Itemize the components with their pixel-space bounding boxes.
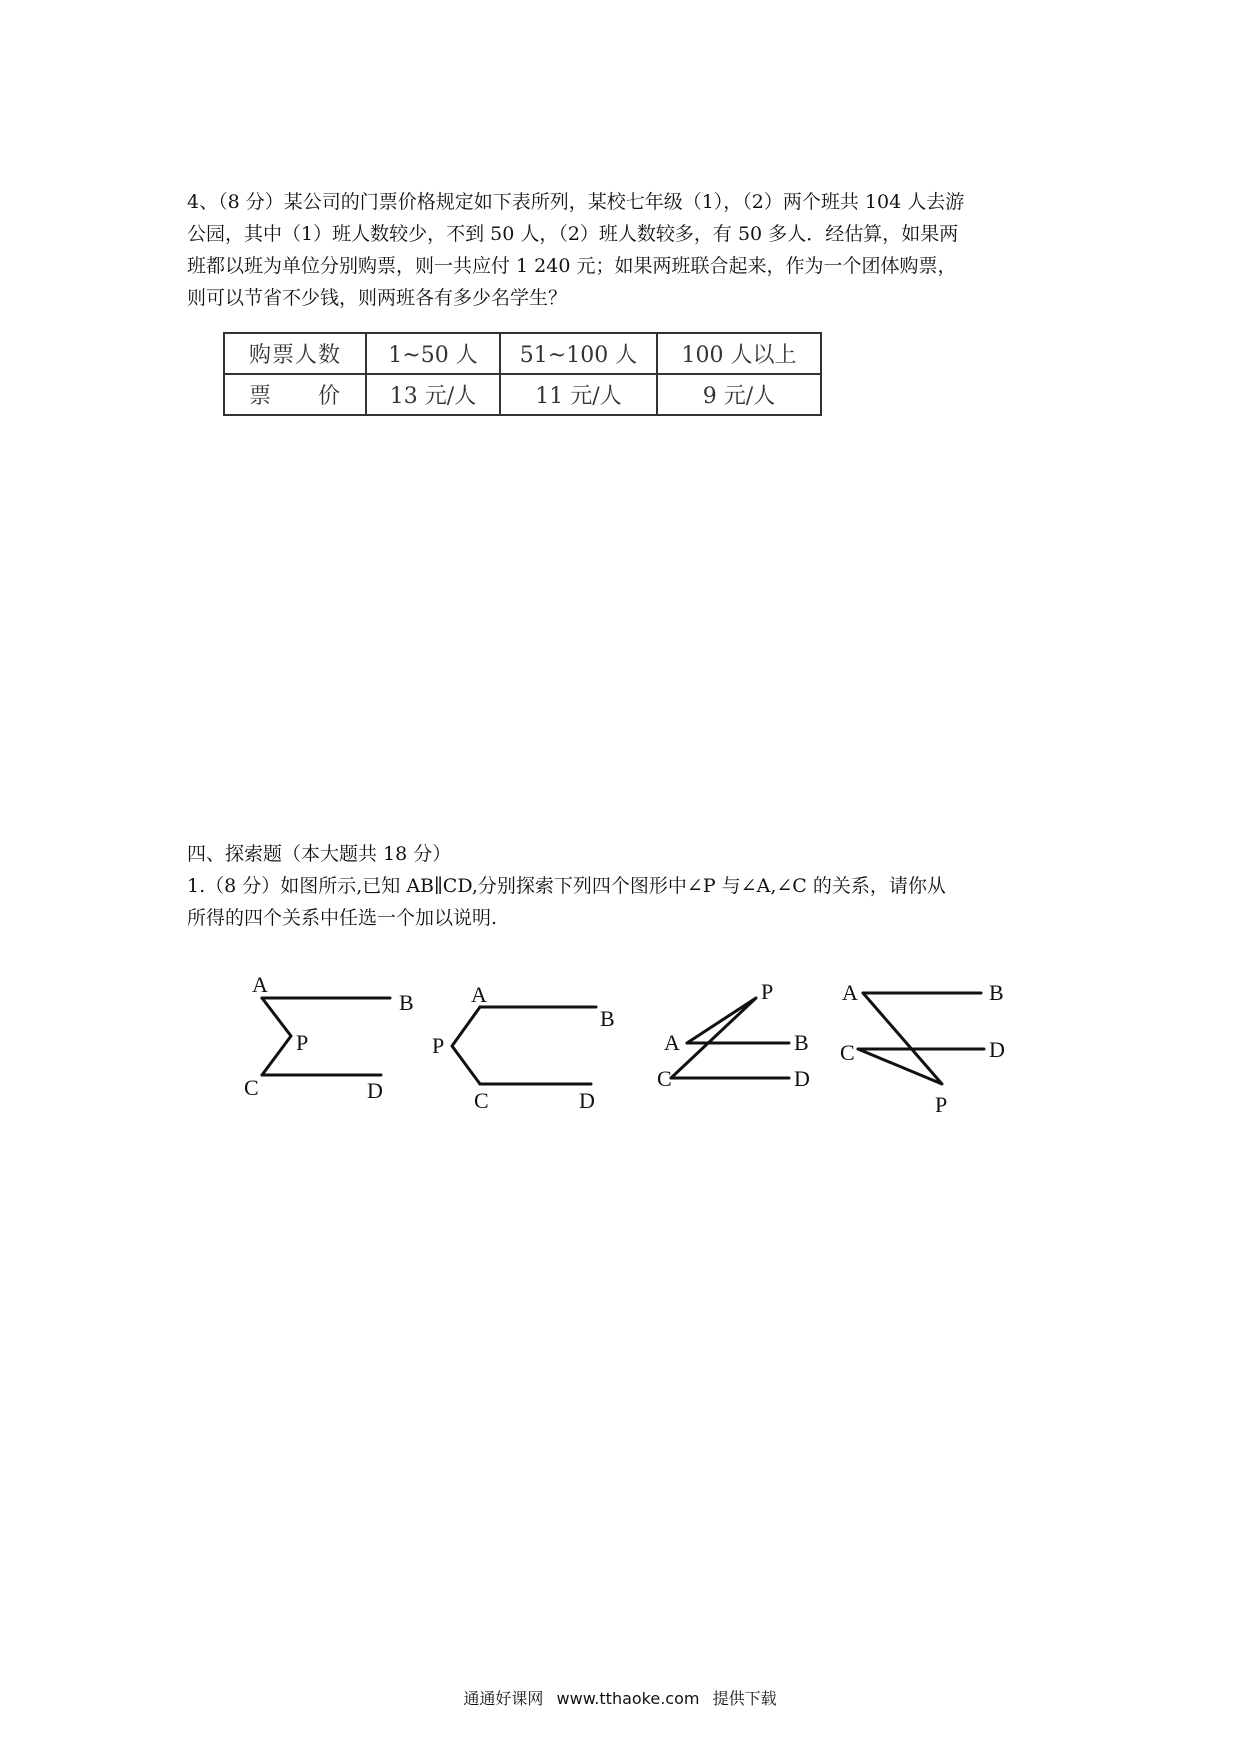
line-apc bbox=[671, 998, 756, 1078]
table-cell: 13 元/人 bbox=[366, 374, 500, 415]
footer-site-name: 通通好课网 bbox=[463, 1689, 544, 1708]
fig3-label-d: D bbox=[794, 1066, 810, 1091]
q4-line: 公园，其中（1）班人数较少，不到 50 人，（2）班人数较多，有 50 多人．经估算，如果两 bbox=[187, 223, 959, 245]
table-row bbox=[224, 374, 821, 415]
question-4-text bbox=[187, 186, 1067, 314]
ticket-price-table bbox=[223, 332, 822, 416]
q1-line: 1.（8 分）如图所示,已知 AB∥CD,分别探索下列四个图形中∠P 与∠A,∠C 的关系，请你从 bbox=[187, 875, 946, 897]
table-cell: 1~50 人 bbox=[366, 333, 500, 374]
fig3-label-a: A bbox=[664, 1030, 680, 1055]
table-cell: 11 元/人 bbox=[500, 374, 657, 415]
fig4-label-c: C bbox=[840, 1040, 855, 1065]
page-footer bbox=[0, 1686, 1240, 1709]
line-apc bbox=[858, 993, 942, 1084]
figure-4-lines bbox=[858, 993, 984, 1084]
table-cell: 9 元/人 bbox=[657, 374, 821, 415]
fig2-label-p: P bbox=[432, 1033, 445, 1058]
q4-line: 4、（8 分）某公司的门票价格规定如下表所列，某校七年级（1），（2）两个班共 104 人去游 bbox=[187, 191, 965, 213]
q4-line: 则可以节省不少钱，则两班各有多少名学生？ bbox=[187, 287, 568, 309]
fig3-label-c: C bbox=[657, 1066, 672, 1091]
footer-note: 提供下载 bbox=[712, 1689, 777, 1708]
line-apc bbox=[262, 998, 291, 1075]
fig2-label-b: B bbox=[600, 1006, 615, 1031]
fig1-label-d: D bbox=[367, 1078, 383, 1103]
fig4-label-p: P bbox=[935, 1092, 948, 1117]
line-apc bbox=[452, 1007, 480, 1084]
section-4-heading bbox=[187, 838, 1067, 870]
fig3-label-b: B bbox=[794, 1030, 809, 1055]
table-cell: 购票人数 bbox=[224, 333, 366, 374]
fig4-label-d: D bbox=[989, 1037, 1005, 1062]
fig1-label-p: P bbox=[296, 1030, 309, 1055]
figure-3-lines bbox=[671, 998, 789, 1078]
fig2-label-c: C bbox=[474, 1088, 489, 1113]
table-cell: 100 人以上 bbox=[657, 333, 821, 374]
fig3-label-p: P bbox=[761, 979, 774, 1004]
table-row bbox=[224, 333, 821, 374]
question-1-text bbox=[187, 870, 1067, 934]
fig4-label-a: A bbox=[842, 980, 858, 1005]
section-title: 四、探索题（本大题共 18 分） bbox=[187, 843, 452, 865]
table-cell: 票 价 bbox=[224, 374, 366, 415]
figure-1-lines bbox=[262, 998, 390, 1075]
fig4-label-b: B bbox=[989, 980, 1004, 1005]
fig1-label-a: A bbox=[252, 972, 268, 997]
figure-2-lines bbox=[452, 1007, 596, 1084]
fig1-label-c: C bbox=[244, 1075, 259, 1100]
q4-line: 班都以班为单位分别购票，则一共应付 1 240 元；如果两班联合起来，作为一个团体购票， bbox=[187, 255, 957, 277]
footer-url[interactable]: www.tthaoke.com bbox=[556, 1689, 700, 1708]
fig2-label-d: D bbox=[579, 1088, 595, 1113]
fig1-label-b: B bbox=[399, 990, 414, 1015]
fig2-label-a: A bbox=[471, 982, 487, 1007]
q1-line: 所得的四个关系中任选一个加以说明. bbox=[187, 907, 498, 929]
geometry-figures bbox=[240, 962, 1040, 1142]
table-cell: 51~100 人 bbox=[500, 333, 657, 374]
